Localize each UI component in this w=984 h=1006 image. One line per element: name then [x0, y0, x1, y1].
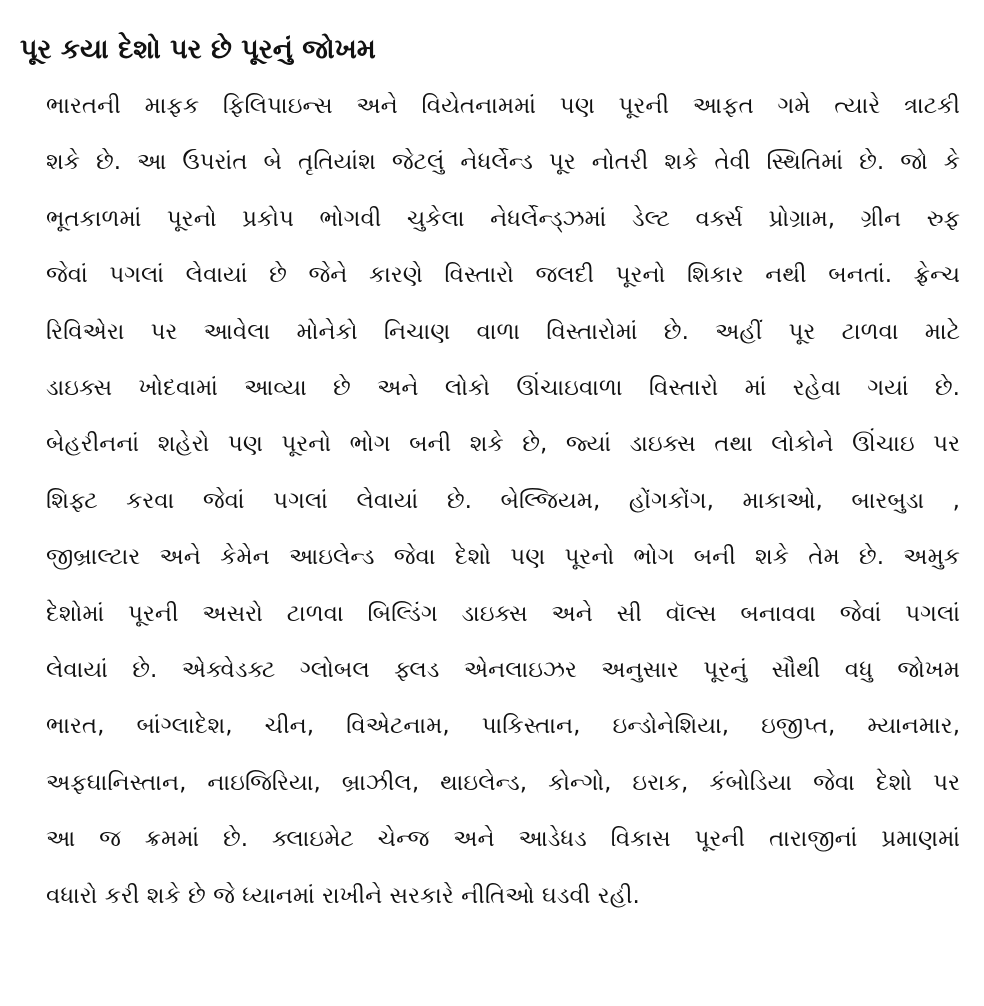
body-line-10: દેશોમાં પૂરની અસરો ટાળવા બિલ્ડિંગ ડાઇક્સ અને સી વૉલ્સ બનાવવા જેવાં પગલાં [46, 600, 960, 627]
body-line-3: ભૂતકાળમાં પૂરનો પ્રકોપ ભોગવી ચુકેલા નેધર્લેન્ડ્ઝમાં ડેલ્ટ વર્ક્સ પ્રોગ્રામ, ગ્રીન રુફ [46, 205, 960, 232]
body-line-13: અફઘાનિસ્તાન, નાઇજિરિયા, બ્રાઝીલ, થાઇલેન્ડ, કોન્ગો, ઇરાક, કંબોડિયા જેવા દેશો પર [46, 769, 960, 796]
body-line-4: જેવાં પગલાં લેવાયાં છે જેને કારણે વિસ્તારો જલદી પૂરનો શિકાર નથી બનતાં. ફ્રેન્ચ [46, 262, 960, 289]
body-line-5: રિવિએરા પર આવેલા મોનેકો નિચાણ વાળા વિસ્તારોમાં છે. અહીં પૂર ટાળવા માટે [46, 318, 960, 345]
body-line-14: આ જ ક્રમમાં છે. ક્લાઇમેટ ચેન્જ અને આડેધડ વિકાસ પૂરની તારાજીનાં પ્રમાણમાં [46, 826, 960, 853]
body-line-9: જીબ્રાલ્ટાર અને કેમેન આઇલેન્ડ જેવા દેશો પણ પૂરનો ભોગ બની શકે તેમ છે. અમુક [46, 544, 960, 571]
body-line-8: શિફ્ટ કરવા જેવાં પગલાં લેવાયાં છે. બેલ્જિયમ, હોંગકોંગ, માકાઓ, બારબુડા , [46, 487, 960, 514]
body-line-12: ભારત, બાંગ્લાદેશ, ચીન, વિએટનામ, પાકિસ્તાન, ઇન્ડોનેશિયા, ઇજીપ્ત, મ્યાનમાર, [46, 713, 960, 740]
body-line-11: લેવાયાં છે. એક્વેડક્ટ ગ્લોબલ ફ્લડ એનલાઇઝર અનુસાર પૂરનું સૌથી વધુ જોખમ [46, 657, 960, 684]
body-line-1: ભારતની માફક ફિલિપાઇન્સ અને વિયેતનામમાં પણ પૂરની આફત ગમે ત્યારે ત્રાટકી [46, 93, 960, 119]
body-line-2: શકે છે. આ ઉપરાંત બે તૃતિયાંશ જેટલું નેધર્લેન્ડ પૂર નોતરી શકે તેવી સ્થિતિમાં છે. જો કે [46, 149, 960, 176]
article-title: પૂર કયા દેશો પર છે પૂરનું જોખમ [20, 34, 376, 65]
article-body [20, 78, 960, 924]
body-line-6: ડાઇક્સ ખોદવામાં આવ્યા છે અને લોકો ઊંચાઇવાળા વિસ્તારો માં રહેવા ગયાં છે. [46, 375, 960, 402]
body-line-7: બેહરીનનાં શહેરો પણ પૂરનો ભોગ બની શકે છે, જ્યાં ડાઇક્સ તથા લોકોને ઊંચાઇ પર [46, 431, 960, 458]
body-line-15: વધારો કરી શકે છે જે ધ્યાનમાં રાખીને સરકારે નીતિઓ ઘડવી રહી. [46, 882, 640, 909]
